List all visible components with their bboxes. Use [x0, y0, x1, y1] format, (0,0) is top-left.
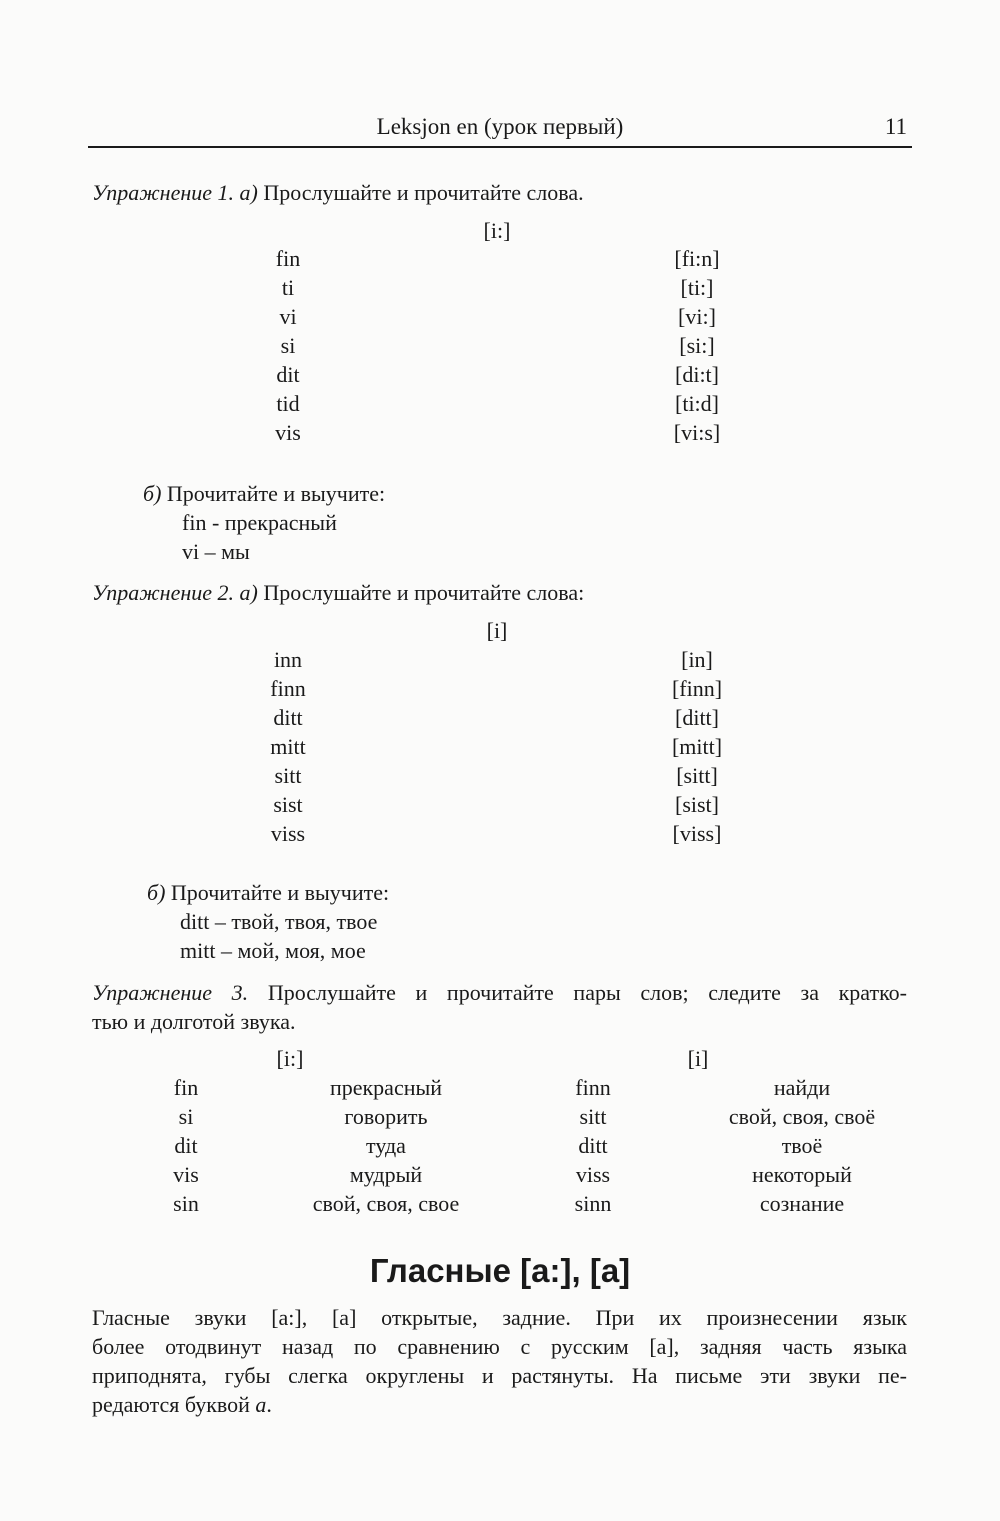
word-cell: sitt — [274, 763, 302, 788]
transcription-cell: [ti:] — [680, 275, 714, 300]
word-cell: finn — [270, 676, 306, 701]
running-header-title: Leksjon en (урок первый) — [376, 114, 624, 139]
long-translation-cell: свой, своя, свое — [312, 1191, 460, 1216]
exercise-3-heading — [92, 980, 907, 1006]
exercise-2-sound: [i] — [486, 618, 508, 643]
transcription-cell: [in] — [681, 647, 713, 672]
short-word-cell: finn — [575, 1075, 611, 1100]
transcription-cell: [viss] — [672, 821, 722, 846]
exercise-2b-label: б) — [147, 880, 166, 905]
short-translation-cell: свой, своя, своё — [728, 1104, 876, 1129]
short-translation-cell: сознание — [759, 1191, 845, 1216]
long-word-cell: dit — [174, 1133, 198, 1158]
long-word-cell: sin — [173, 1191, 199, 1216]
exercise-2b-item: mitt – мой, моя, мое — [180, 938, 366, 963]
word-cell: vis — [275, 420, 301, 445]
word-cell: dit — [276, 362, 300, 387]
paragraph-line: более отодвинут назад по сравнению с русским [а], задняя часть языка — [92, 1334, 907, 1359]
exercise-1-instruction: Прослушайте и прочитайте слова. — [263, 180, 584, 205]
exercise-2-label: Упражнение 2. а) — [92, 580, 258, 605]
paragraph-line — [92, 1390, 907, 1419]
exercise-3-short-sound: [i] — [687, 1046, 709, 1071]
section-heading: Гласные [a:], [a] — [369, 1252, 631, 1289]
exercise-3-instruction-line2: тью и долготой звука. — [92, 1009, 296, 1034]
transcription-cell: [ti:d] — [675, 391, 719, 416]
transcription-cell: [di:t] — [675, 362, 719, 387]
long-word-cell: vis — [173, 1162, 199, 1187]
long-word-cell: si — [178, 1104, 194, 1129]
short-word-cell: sinn — [574, 1191, 612, 1216]
transcription-cell: [si:] — [679, 333, 715, 358]
exercise-1-sound: [i:] — [483, 218, 511, 243]
transcription-cell: [finn] — [671, 676, 723, 701]
exercise-2b-heading — [147, 880, 389, 906]
paragraph-last-text: редаются буквой — [92, 1392, 256, 1417]
paragraph-period: . — [266, 1392, 272, 1417]
short-word-cell: viss — [575, 1162, 611, 1187]
word-cell: vi — [279, 304, 297, 329]
letter-a: a — [255, 1392, 267, 1417]
page-number: 11 — [884, 114, 907, 139]
section-paragraph — [92, 1303, 907, 1419]
exercise-1-heading — [92, 180, 584, 206]
exercise-2-heading — [92, 580, 584, 606]
word-cell: tid — [276, 391, 300, 416]
short-word-cell: sitt — [579, 1104, 607, 1129]
word-cell: ditt — [273, 705, 303, 730]
exercise-2b-instruction: Прочитайте и выучите: — [170, 880, 390, 905]
paragraph-line: Гласные звуки [a:], [a] открытые, задние. При их произнесении язык — [92, 1305, 907, 1330]
exercise-2b-item: ditt – твой, твоя, твое — [180, 909, 378, 934]
exercise-1-label: Упражнение 1. а) — [92, 180, 258, 205]
word-cell: viss — [270, 821, 306, 846]
long-translation-cell: прекрасный — [329, 1075, 443, 1100]
word-cell: ti — [281, 275, 295, 300]
word-cell: sist — [273, 792, 303, 817]
long-translation-cell: говорить — [344, 1104, 428, 1129]
exercise-2-instruction: Прослушайте и прочитайте слова: — [263, 580, 585, 605]
word-cell: fin — [275, 246, 301, 271]
word-cell: si — [280, 333, 296, 358]
transcription-cell: [sist] — [675, 792, 719, 817]
exercise-3-long-sound: [i:] — [276, 1046, 304, 1071]
long-word-cell: fin — [173, 1075, 199, 1100]
short-word-cell: ditt — [578, 1133, 608, 1158]
exercise-1b-label: б) — [143, 481, 162, 506]
short-translation-cell: некоторый — [752, 1162, 852, 1187]
exercise-3-label: Упражнение 3. — [92, 980, 249, 1005]
exercise-1b-heading — [143, 481, 385, 507]
exercise-1b-item: fin - прекрасный — [182, 510, 337, 535]
exercise-1b-instruction: Прочитайте и выучите: — [166, 481, 386, 506]
short-translation-cell: твоё — [781, 1133, 823, 1158]
transcription-cell: [mitt] — [671, 734, 723, 759]
transcription-cell: [vi:s] — [673, 420, 721, 445]
transcription-cell: [sitt] — [676, 763, 718, 788]
exercise-3-instruction-line1: Прослушайте и прочитайте пары слов; следите за кратко- — [267, 980, 908, 1005]
paragraph-line: приподнята, губы слегка округлены и растянуты. На письме эти звуки пе- — [92, 1363, 907, 1388]
transcription-cell: [vi:] — [678, 304, 716, 329]
short-translation-cell: найди — [773, 1075, 831, 1100]
long-translation-cell: туда — [366, 1133, 406, 1158]
word-cell: mitt — [270, 734, 306, 759]
transcription-cell: [fi:n] — [674, 246, 720, 271]
exercise-1b-item: vi – мы — [182, 539, 250, 564]
header-rule — [88, 146, 912, 148]
transcription-cell: [ditt] — [675, 705, 719, 730]
word-cell: inn — [273, 647, 303, 672]
long-translation-cell: мудрый — [349, 1162, 423, 1187]
